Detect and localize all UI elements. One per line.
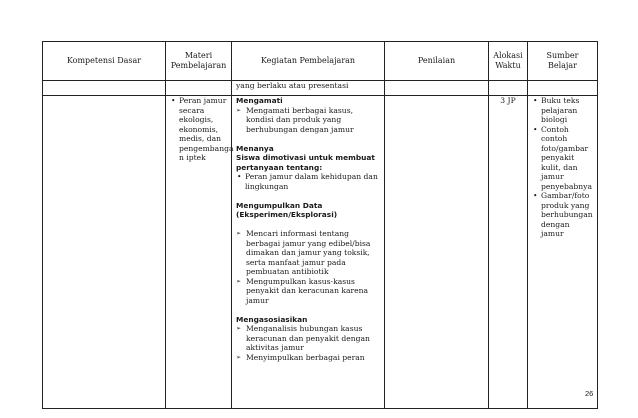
- sumber-item: • Contoh contoh foto/gambar penyakit kulit, dan jamur penyebabnya: [532, 125, 593, 192]
- materi-item: • Peran jamur secara ekologis, ekonomis, medis, dan pengembanga n iptek: [170, 96, 227, 163]
- sumber-item: • Buku teks pelajaran biologi: [532, 96, 593, 125]
- materi-cell: [166, 96, 232, 409]
- header-row: [43, 42, 598, 81]
- kegiatan-cell: [232, 96, 385, 409]
- syllabus-table: [42, 41, 598, 409]
- mengasosiasikan-item: ➢ Menyimpulkan berbagai peran: [236, 353, 380, 363]
- header-materi: Materi Pembelajaran: [166, 42, 232, 81]
- mengamati-item: ➢ Mengamati berbagai kasus, kondisi dan produk yang berhubungan dengan jamur: [236, 106, 380, 135]
- mengumpulkan-heading: Mengumpulkan Data: [236, 200, 323, 210]
- mengumpulkan-item: ➢ Mencari informasi tentang berbagai jamur yang edibel/bisa dimakan dan jamur yang toksik, serta manfaat jamur pada pembuatan antibiotik: [236, 229, 380, 277]
- mengumpulkan-subheading: (Eksperimen/Eksplorasi): [236, 210, 338, 219]
- continuation-row: [43, 81, 598, 96]
- mengamati-heading: Mengamati: [236, 96, 283, 105]
- kd-cell: [43, 96, 166, 409]
- sumber-item: • Gambar/foto produk yang berhubungan dengan jamur: [532, 191, 593, 239]
- sumber-cell: [528, 96, 598, 409]
- mengumpulkan-item: ➢ Mengumpulkan kasus-kasus penyakit dan keracunan karena jamur: [236, 277, 380, 306]
- continuation-text: yang berlaku atau presentasi: [232, 81, 385, 96]
- penilaian-cell: [385, 96, 489, 409]
- header-kompetensi-dasar: Kompetensi Dasar: [43, 42, 166, 81]
- header-sumber: Sumber Belajar: [528, 42, 598, 81]
- menanya-item: • Peran jamur dalam kehidupan dan lingkungan: [236, 172, 380, 191]
- alokasi-value: 3 JP: [489, 96, 528, 409]
- mengasosiasikan-heading: Mengasosiasikan: [236, 314, 308, 324]
- menanya-heading: Menanya: [236, 143, 274, 153]
- menanya-subheading: Siswa dimotivasi untuk membuat pertanyaan tentang:: [236, 153, 375, 172]
- header-kegiatan: Kegiatan Pembelajaran: [232, 42, 385, 81]
- page-number: 26: [585, 389, 594, 398]
- mengasosiasikan-item: ➢ Menganalisis hubungan kasus keracunan dan penyakit dengan aktivitas jamur: [236, 324, 380, 353]
- header-penilaian: Penilaian: [385, 42, 489, 81]
- content-row: [43, 96, 598, 409]
- header-alokasi: Alokasi Waktu: [489, 42, 528, 81]
